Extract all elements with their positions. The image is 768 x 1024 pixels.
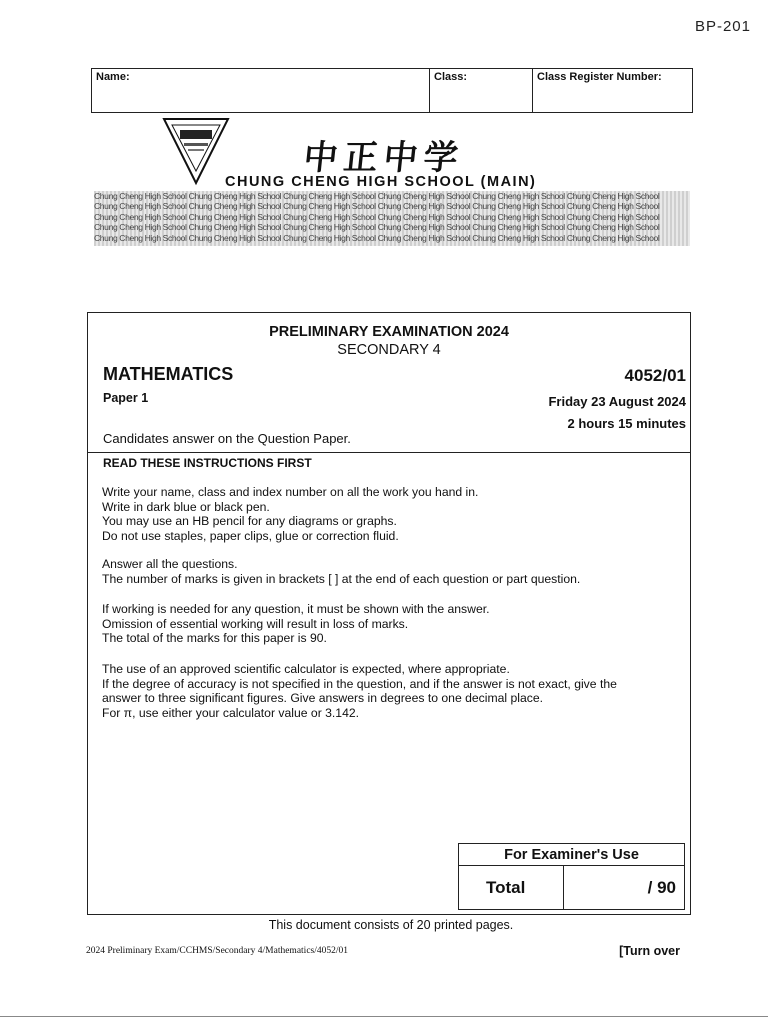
watermark-row: Chung Cheng High School Chung Cheng High School Chung Cheng High School Chung Cheng High School Chung Cheng High School Chung Cheng High School bbox=[94, 211, 660, 222]
watermark-row: Chung Cheng High School Chung Cheng High School Chung Cheng High School Chung Cheng High School Chung Cheng High School Chung Cheng High School bbox=[94, 201, 660, 212]
exam-paper: Paper 1 bbox=[103, 391, 149, 405]
instructions-group-2 bbox=[102, 557, 682, 586]
exam-subject: MATHEMATICS bbox=[103, 364, 234, 384]
bottom-rule bbox=[0, 1016, 768, 1017]
exam-date: Friday 23 August 2024 bbox=[548, 394, 686, 409]
turn-over-label: [Turn over bbox=[619, 944, 680, 958]
instruction-line: The total of the marks for this paper is 90. bbox=[102, 631, 327, 646]
exam-code: 4052/01 bbox=[624, 366, 686, 385]
instruction-line: The use of an approved scientific calculator is expected, where appropriate. bbox=[102, 662, 510, 676]
instruction-line: If the degree of accuracy is not specified in the question, and if the answer is not exact, give the bbox=[102, 676, 617, 691]
instruction-line: Omission of essential working will result in loss of marks. bbox=[102, 616, 409, 631]
instruction-line: Write your name, class and index number on all the work you hand in. bbox=[102, 485, 479, 499]
total-marks-field[interactable]: / 90 bbox=[647, 878, 676, 897]
instruction-line: Answer all the questions. bbox=[102, 557, 238, 571]
exam-level: SECONDARY 4 bbox=[337, 342, 441, 358]
candidate-info-box bbox=[91, 68, 693, 113]
school-crest-icon bbox=[162, 117, 230, 187]
school-watermark-band bbox=[94, 191, 690, 246]
instruction-line: Write in dark blue or black pen. bbox=[102, 499, 270, 514]
answer-note: Candidates answer on the Question Paper. bbox=[103, 431, 351, 446]
examiner-use-heading: For Examiner's Use bbox=[459, 844, 684, 866]
watermark-row: Chung Cheng High School Chung Cheng High School Chung Cheng High School Chung Cheng High School Chung Cheng High School Chung Cheng High School bbox=[94, 222, 660, 233]
watermark-row: Chung Cheng High School Chung Cheng High School Chung Cheng High School Chung Cheng High School Chung Cheng High School Chung Cheng High School bbox=[94, 191, 660, 201]
instructions-group-3 bbox=[102, 602, 682, 646]
instructions-heading: READ THESE INSTRUCTIONS FIRST bbox=[103, 456, 312, 470]
instruction-line: Do not use staples, paper clips, glue or correction fluid. bbox=[102, 528, 399, 543]
instruction-line: You may use an HB pencil for any diagrams or graphs. bbox=[102, 514, 397, 529]
school-english-name: CHUNG CHENG HIGH SCHOOL (MAIN) bbox=[225, 174, 537, 190]
exam-title: PRELIMINARY EXAMINATION 2024 bbox=[269, 324, 509, 340]
instruction-line: answer to three significant figures. Give answers in degrees to one decimal place. bbox=[102, 691, 544, 706]
name-field[interactable]: Name: bbox=[92, 69, 430, 112]
page-count-note: This document consists of 20 printed pages. bbox=[268, 918, 514, 932]
instruction-line: If working is needed for any question, it must be shown with the answer. bbox=[102, 602, 490, 616]
exam-duration: 2 hours 15 minutes bbox=[567, 416, 686, 431]
instruction-line: The number of marks is given in brackets [ ] at the end of each question or part question. bbox=[102, 571, 581, 586]
register-number-field[interactable]: Class Register Number: bbox=[537, 71, 662, 83]
class-field[interactable]: Class: bbox=[430, 69, 533, 112]
header-divider bbox=[87, 452, 691, 453]
document-code: BP-201 bbox=[694, 18, 751, 35]
instruction-line: For π, use either your calculator value or 3.142. bbox=[102, 705, 360, 720]
watermark-row: Chung Cheng High School Chung Cheng High School Chung Cheng High School Chung Cheng High School Chung Cheng High School Chung Cheng High School bbox=[94, 232, 660, 243]
school-chinese-name: 中正中学 bbox=[301, 138, 466, 178]
instructions-group-4 bbox=[102, 662, 682, 720]
footer-reference: 2024 Preliminary Exam/CCHMS/Secondary 4/Mathematics/4052/01 bbox=[86, 946, 349, 956]
examiner-use-table bbox=[458, 843, 685, 910]
total-label: Total bbox=[459, 866, 564, 909]
instructions-group-1 bbox=[102, 485, 682, 543]
